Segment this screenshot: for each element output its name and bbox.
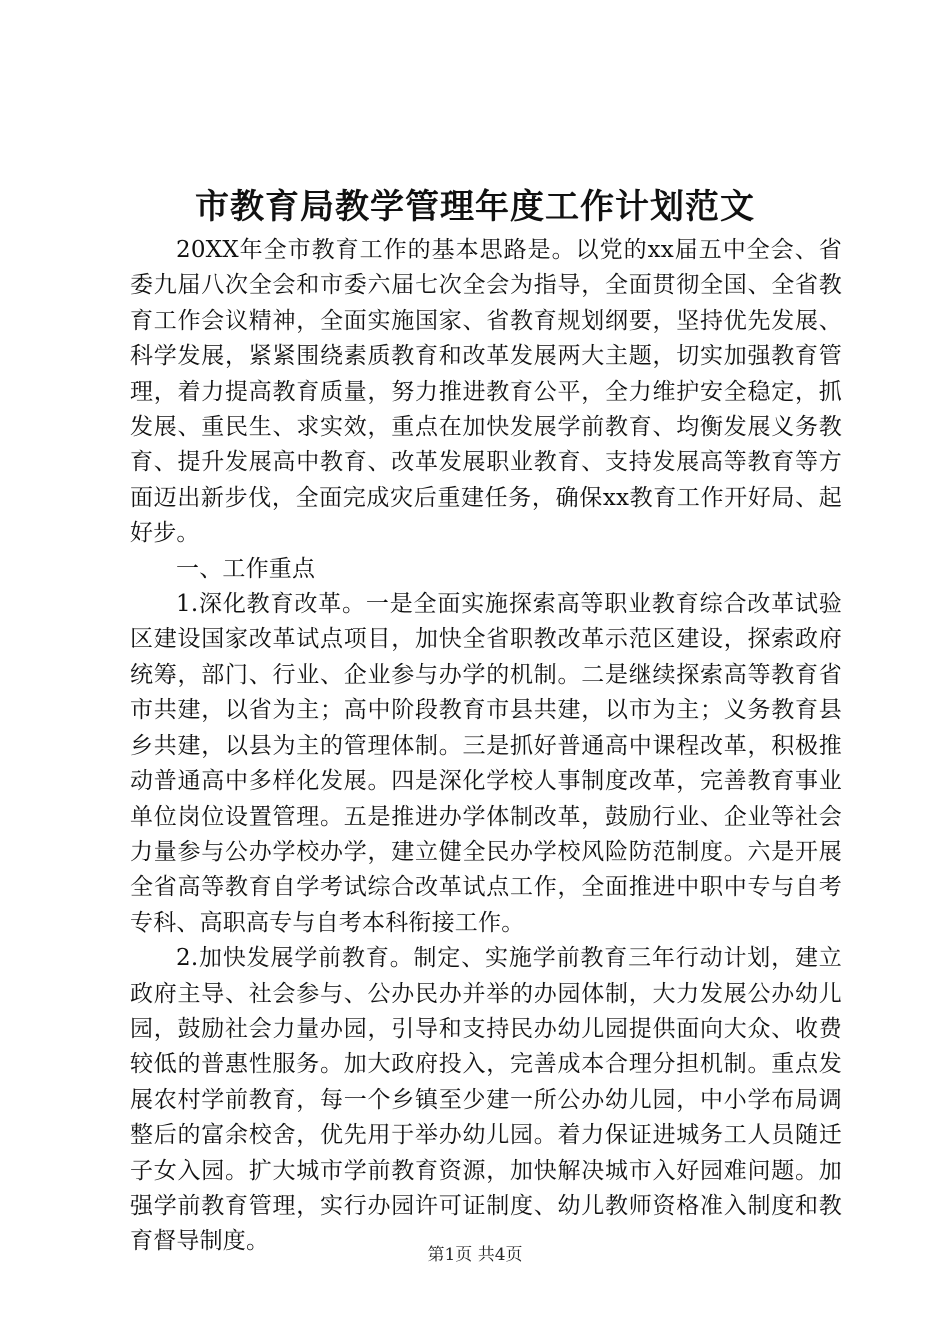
document-body	[130, 233, 842, 1260]
section-heading: 一、工作重点	[176, 555, 316, 582]
paragraph-preschool-education: 2.加快发展学前教育。制定、实施学前教育三年行动计划，建立政府主导、社会参与、公办民办并举的办园体制，大力发展公办幼儿园，鼓励社会力量办园，引导和支持民办幼儿园提供面向大众、收费较低的普惠性服务。加大政府投入，完善成本合理分担机制。重点发展农村学前教育，每一个乡镇至少建一所公办幼儿园，中小学布局调整后的富余校舍，优先用于举办幼儿园。着力保证进城务工人员随迁子女入园。扩大城市学前教育资源，加快解决城市入好园难问题。加强学前教育管理，实行办园许可证制度、幼儿教师资格准入制度和教育督导制度。	[130, 945, 842, 1255]
intro-paragraph: 20XX年全市教育工作的基本思路是。以党的xx届五中全会、省委九届八次全会和市委六届七次全会为指导，全面贯彻全国、全省教育工作会议精神，全面实施国家、省教育规划纲要，坚持优先发展、科学发展，紧紧围绕素质教育和改革发展两大主题，切实加强教育管理，着力提高教育质量，努力推进教育公平，全力维护安全稳定，抓发展、重民生、求实效，重点在加快发展学前教育、均衡发展义务教育、提升发展高中教育、改革发展职业教育、支持发展高等教育等方面迈出新步伐，全面完成灾后重建任务，确保xx教育工作开好局、起好步。	[130, 237, 842, 547]
document-title: 市教育局教学管理年度工作计划范文	[195, 187, 755, 227]
page-number: 第1页 共4页	[427, 1245, 523, 1265]
paragraph-education-reform: 1.深化教育改革。一是全面实施探索高等职业教育综合改革试验区建设国家改革试点项目，加快全省职教改革示范区建设，探索政府统筹，部门、行业、企业参与办学的机制。二是继续探索高等教育省市共建，以省为主；高中阶段教育市县共建，以市为主；义务教育县乡共建，以县为主的管理体制。三是抓好普通高中课程改革，积极推动普通高中多样化发展。四是深化学校人事制度改革，完善教育事业单位岗位设置管理。五是推进办学体制改革，鼓励行业、企业等社会力量参与公办学校办学，建立健全民办学校风险防范制度。六是开展全省高等教育自学考试综合改革试点工作，全面推进中职中专与自考专科、高职高专与自考本科衔接工作。	[130, 591, 842, 936]
